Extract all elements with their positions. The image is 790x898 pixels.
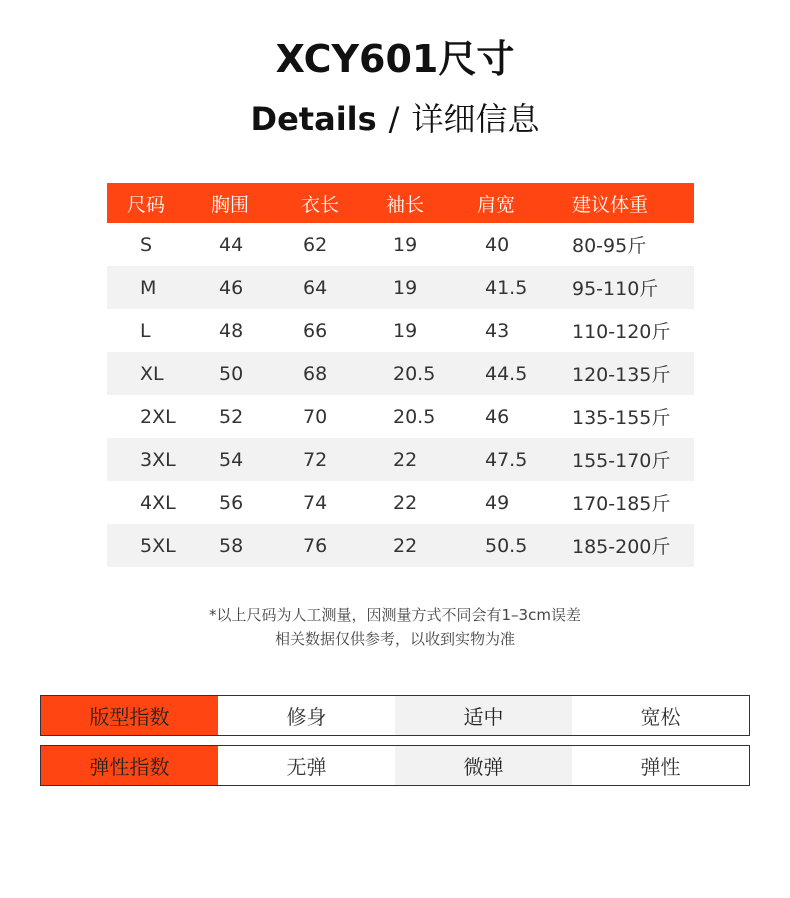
stretch-index-label: 弹性指数 bbox=[41, 746, 218, 785]
size-table-header bbox=[107, 183, 694, 223]
table-row bbox=[107, 223, 694, 266]
size-table bbox=[107, 183, 694, 567]
table-cell: 22 bbox=[393, 491, 418, 514]
header-cell-chest: 胸围 bbox=[210, 183, 294, 223]
table-cell: 110-120斤 bbox=[572, 321, 671, 343]
table-row bbox=[107, 438, 694, 481]
table-cell: 47.5 bbox=[472, 438, 560, 481]
table-cell: 185-200斤 bbox=[560, 524, 694, 567]
stretch-option-slight: 微弹 bbox=[395, 746, 572, 785]
table-cell: 19 bbox=[393, 233, 418, 256]
table-cell: 20.5 bbox=[382, 352, 472, 395]
table-row bbox=[107, 395, 694, 438]
reference-note: 相关数据仅供参考，以收到实物为准 bbox=[274, 630, 515, 648]
table-cell: 48 bbox=[219, 319, 244, 342]
header-cell-length: 衣长 bbox=[294, 183, 382, 223]
table-cell: 5XL bbox=[107, 524, 210, 567]
table-cell: 74 bbox=[303, 491, 328, 514]
table-cell: 44.5 bbox=[472, 352, 560, 395]
table-cell: 68 bbox=[294, 352, 382, 395]
table-cell: 72 bbox=[294, 438, 382, 481]
table-cell: 40 bbox=[485, 233, 510, 256]
subtitle-cn: 详细信息 bbox=[411, 100, 540, 138]
subtitle-en: Details bbox=[250, 100, 377, 138]
header-cell-shoulder: 肩宽 bbox=[472, 183, 560, 223]
table-cell: 54 bbox=[210, 438, 294, 481]
table-cell: 2XL bbox=[140, 405, 176, 428]
table-cell: 46 bbox=[210, 266, 294, 309]
table-cell: 58 bbox=[210, 524, 294, 567]
table-cell: 44 bbox=[219, 233, 244, 256]
table-cell: 19 bbox=[382, 266, 472, 309]
table-cell: 52 bbox=[219, 405, 244, 428]
table-cell: S bbox=[140, 233, 153, 256]
table-cell: 3XL bbox=[107, 438, 210, 481]
table-row bbox=[107, 352, 694, 395]
table-row bbox=[107, 524, 694, 567]
table-cell: 170-185斤 bbox=[572, 493, 671, 515]
stretch-index-row bbox=[40, 745, 750, 786]
table-cell: 43 bbox=[485, 319, 510, 342]
table-cell: 64 bbox=[294, 266, 382, 309]
header-cell-size: 尺码 bbox=[107, 183, 210, 223]
table-cell: 62 bbox=[303, 233, 328, 256]
details-subtitle bbox=[0, 94, 790, 140]
table-cell: 20.5 bbox=[393, 405, 436, 428]
fit-option-regular: 适中 bbox=[395, 696, 572, 735]
table-cell: 22 bbox=[382, 438, 472, 481]
fit-index-row bbox=[40, 695, 750, 736]
table-cell: 41.5 bbox=[472, 266, 560, 309]
table-cell: 49 bbox=[485, 491, 510, 514]
header-cell-weight: 建议体重 bbox=[560, 183, 694, 223]
table-row bbox=[107, 481, 694, 524]
table-cell: 22 bbox=[382, 524, 472, 567]
header-cell-sleeve: 袖长 bbox=[382, 183, 472, 223]
table-cell: 120-135斤 bbox=[560, 352, 694, 395]
table-cell: 135-155斤 bbox=[572, 407, 671, 429]
table-cell: 70 bbox=[303, 405, 328, 428]
table-cell: 46 bbox=[485, 405, 510, 428]
table-cell: 76 bbox=[294, 524, 382, 567]
stretch-option-none: 无弹 bbox=[218, 746, 395, 785]
table-row bbox=[107, 266, 694, 309]
stretch-option-stretchy: 弹性 bbox=[572, 746, 749, 785]
table-cell: L bbox=[140, 319, 151, 342]
table-cell: 56 bbox=[219, 491, 244, 514]
fit-index-label: 版型指数 bbox=[41, 696, 218, 735]
page-title: XCY601尺寸 bbox=[275, 37, 515, 81]
table-cell: 50 bbox=[210, 352, 294, 395]
table-cell: 50.5 bbox=[472, 524, 560, 567]
table-cell: 66 bbox=[303, 319, 328, 342]
table-row bbox=[107, 309, 694, 352]
table-cell: XL bbox=[107, 352, 210, 395]
table-cell: 4XL bbox=[140, 491, 176, 514]
table-cell: 19 bbox=[393, 319, 418, 342]
table-cell: 80-95斤 bbox=[572, 235, 647, 257]
fit-option-loose: 宽松 bbox=[572, 696, 749, 735]
fit-option-slim: 修身 bbox=[218, 696, 395, 735]
table-cell: M bbox=[107, 266, 210, 309]
measurement-note: *以上尺码为人工测量，因测量方式不同会有1–3cm误差 bbox=[209, 606, 581, 624]
table-cell: 95-110斤 bbox=[560, 266, 694, 309]
table-cell: 155-170斤 bbox=[560, 438, 694, 481]
subtitle-separator: / bbox=[388, 100, 400, 138]
